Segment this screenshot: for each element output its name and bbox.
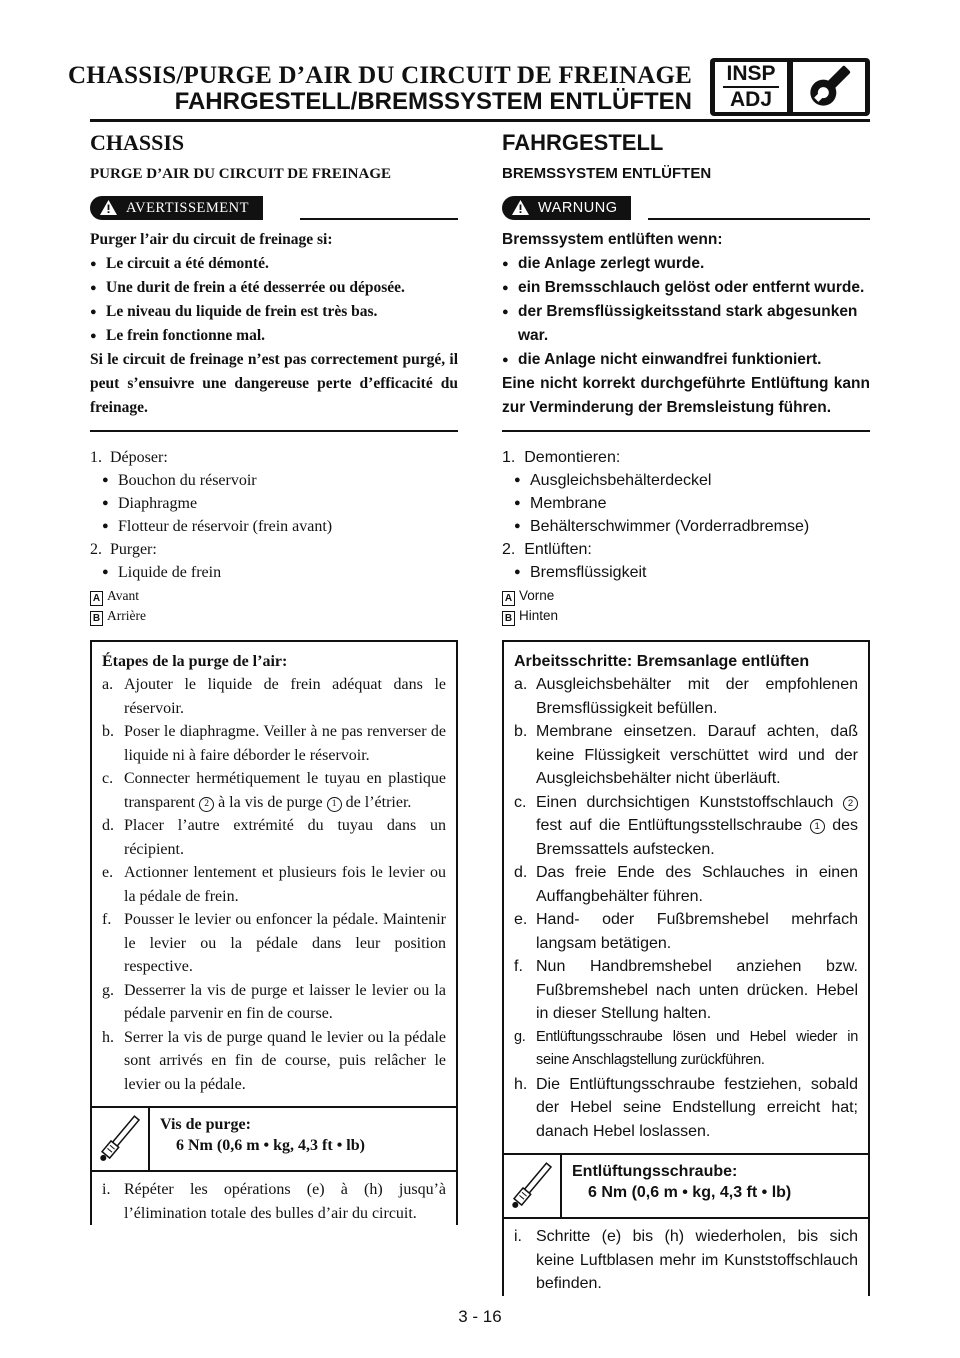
torque-value: 6 Nm (0,6 m • kg, 4,3 ft • lb)	[176, 1137, 365, 1154]
callout-1: 1	[327, 797, 342, 812]
column-german	[502, 130, 870, 1296]
step-item: f. Pousser le levier ou enfoncer la pédale. Maintenir le levier ou la pédale dans leur position respective.	[102, 911, 446, 975]
step-remove: 1. Demontieren:	[502, 449, 621, 466]
bleeding-steps-box	[502, 640, 870, 1296]
warning-item: ● Le circuit a été démonté.	[90, 252, 458, 276]
step-item: g. Desserrer la vis de purge et laisser le levier ou la pédale parvenir en fin de course.	[102, 981, 446, 1022]
step-item: e. Hand- oder Fußbremshebel mehrfach langsam betätigen.	[514, 911, 858, 952]
section-title: CHASSIS	[90, 130, 185, 155]
warning-intro: Purger l’air du circuit de freinage si:	[90, 231, 333, 248]
procedure-list	[502, 446, 870, 584]
step-item: b. Membrane einsetzen. Darauf achten, daß keine Flüssigkeit verschüttet wird und der Ausgleichsbehälter nicht überläuft.	[514, 723, 858, 787]
step-item: a. Ausgleichsbehälter mit der empfohlenen Bremsflüssigkeit befüllen.	[514, 676, 858, 717]
torque-value: 6 Nm (0,6 m • kg, 4,3 ft • lb)	[588, 1184, 792, 1201]
warning-label: WARNUNG	[538, 200, 618, 216]
step-item: c. Connecter hermétiquement le tuyau en plastique transparent 2 à la vis de purge 1 de l’étrier.	[102, 770, 446, 811]
step-item: d. Placer l’autre extrémité du tuyau dans un récipient.	[102, 817, 446, 858]
step-item: i. Schritte (e) bis (h) wiederholen, bis sich keine Luftblasen mehr im Kunststoffschlauch befinden.	[514, 1228, 858, 1292]
warning-item: ● der Bremsflüssigkeitsstand stark abgesunken war.	[502, 300, 870, 348]
list-item: ● Bouchon du réservoir	[90, 469, 458, 492]
legend-b-box: B	[502, 611, 515, 626]
callout-2: 2	[843, 796, 858, 811]
warning-text: Eine nicht korrekt durchgeführte Entlüftung kann zur Verminderung der Bremsleistung führen.	[502, 375, 870, 416]
warning-body	[502, 228, 870, 432]
warning-triangle-icon	[100, 200, 117, 215]
insp-label: INSP	[726, 62, 776, 85]
header-title-de: FAHRGESTELL/BREMSSYSTEM ENTLÜFTEN	[174, 88, 692, 115]
section-title: FAHRGESTELL	[502, 130, 664, 155]
legend-rear: B Hinten	[502, 606, 870, 626]
legend-b-box: B	[90, 611, 103, 626]
legend	[502, 586, 870, 626]
legend-front: A Avant	[90, 586, 458, 606]
warning-header	[90, 196, 458, 222]
step-remove: 1. Déposer:	[90, 449, 168, 466]
bleeding-steps-box	[90, 640, 458, 1225]
step-item: d. Das freie Ende des Schlauches in einen Auffangbehälter führen.	[514, 864, 858, 905]
steps-title: Arbeitsschritte: Bremsanlage entlüften	[514, 653, 810, 670]
list-item: ● Membrane	[502, 492, 870, 515]
wrench-icon	[793, 62, 865, 112]
legend-a-box: A	[502, 591, 515, 606]
callout-1: 1	[810, 819, 825, 834]
list-item: ● Bremsflüssigkeit	[502, 561, 870, 584]
warning-item: ● Le frein fonctionne mal.	[90, 324, 458, 348]
torque-spec	[504, 1153, 868, 1219]
step-item: h. Serrer la vis de purge quand le levier ou la pédale sont arrivés en fin de course, puis relâcher le levier ou la pédale.	[102, 1028, 446, 1093]
step-item: b. Poser le diaphragme. Veiller à ne pas renverser de liquide ni à faire déborder le réservoir.	[102, 723, 446, 764]
legend-rear: B Arrière	[90, 606, 458, 626]
procedure-list	[90, 446, 458, 584]
adj-label: ADJ	[729, 88, 772, 111]
warning-item: ● die Anlage zerlegt wurde.	[502, 252, 870, 276]
torque-wrench-icon	[92, 1108, 150, 1170]
step-item: i. Répéter les opérations (e) à (h) jusqu’à l’élimination totale des bulles d’air du circuit.	[102, 1181, 446, 1222]
warning-body	[90, 228, 458, 432]
legend	[90, 586, 458, 626]
warning-label: AVERTISSEMENT	[126, 200, 249, 216]
warning-item: ● Une durit de frein a été desserrée ou déposée.	[90, 276, 458, 300]
subsection-title: BREMSSYSTEM ENTLÜFTEN	[502, 165, 712, 182]
step-bleed: 2. Entlüften:	[502, 541, 592, 558]
torque-label: Vis de purge:	[160, 1116, 251, 1133]
step-item: a. Ajouter le liquide de frein adéquat dans le réservoir.	[102, 676, 446, 717]
subsection-title: PURGE D’AIR DU CIRCUIT DE FREINAGE	[90, 166, 391, 182]
inspection-badge	[710, 58, 870, 116]
step-item: g. Entlüftungsschraube lösen und Hebel wieder in seine Anschlagstellung zurückführen.	[514, 1028, 858, 1068]
step-item: h. Die Entlüftungsschraube festziehen, sobald der Hebel seine Endstellung erreicht hat; danach Hebel loslassen.	[514, 1075, 858, 1140]
step-item: e. Actionner lentement et plusieurs fois le levier ou la pédale de frein.	[102, 864, 446, 905]
step-bleed: 2. Purger:	[90, 541, 157, 558]
warning-header	[502, 196, 870, 222]
page-header	[67, 58, 870, 122]
header-title-fr: CHASSIS/PURGE D’AIR DU CIRCUIT DE FREINAGE	[67, 62, 692, 89]
callout-2: 2	[199, 797, 214, 812]
insp-adj-label	[715, 62, 787, 112]
torque-wrench-icon	[504, 1155, 562, 1217]
torque-label: Entlüftungsschraube:	[572, 1163, 738, 1180]
legend-a-box: A	[90, 591, 103, 606]
step-item: f. Nun Handbremshebel anziehen bzw. Fußbremshebel nach unten drücken. Hebel in dieser Stellung halten.	[514, 958, 858, 1022]
warning-triangle-icon	[512, 200, 529, 215]
step-item: c. Einen durchsichtigen Kunststoffschlauch 2 fest auf die Entlüftungsstellschraube 1 des Bremssattels aufstecken.	[514, 793, 858, 858]
warning-text: Si le circuit de freinage n’est pas correctement purgé, il peut s’ensuivre une dangereuse perte d’efficacité du freinage.	[90, 351, 458, 416]
warning-item: ● Le niveau du liquide de frein est très bas.	[90, 300, 458, 324]
warning-item: ● die Anlage nicht einwandfrei funktioniert.	[502, 348, 870, 372]
warning-item: ● ein Bremsschlauch gelöst oder entfernt wurde.	[502, 276, 870, 300]
warning-badge	[90, 196, 263, 220]
warning-badge	[502, 196, 631, 220]
list-item: ● Behälterschwimmer (Vorderradbremse)	[502, 515, 870, 538]
list-item: ● Ausgleichsbehälterdeckel	[502, 469, 870, 492]
list-item: ● Flotteur de réservoir (frein avant)	[90, 515, 458, 538]
legend-front: A Vorne	[502, 586, 870, 606]
torque-spec	[92, 1106, 456, 1172]
steps-title: Étapes de la purge de l’air:	[102, 653, 288, 670]
warning-intro: Bremssystem entlüften wenn:	[502, 231, 723, 248]
header-rule	[90, 119, 870, 122]
list-item: ● Liquide de frein	[90, 561, 458, 584]
column-french	[90, 130, 458, 1225]
list-item: ● Diaphragme	[90, 492, 458, 515]
page-number: 3 - 16	[458, 1307, 502, 1326]
